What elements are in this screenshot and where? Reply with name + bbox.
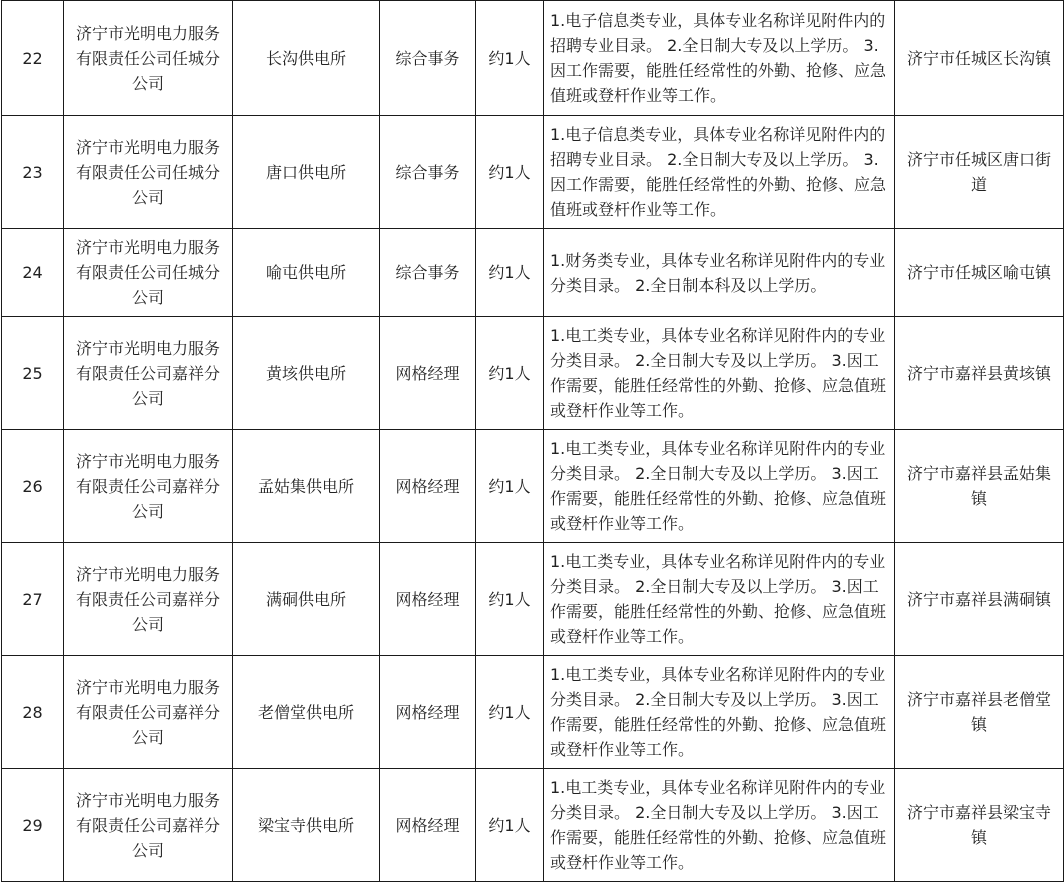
company-name: 济宁市光明电力服务有限责任公司嘉祥分公司 — [64, 430, 233, 543]
row-number: 26 — [2, 430, 64, 543]
requirements: 1.电工类专业，具体专业名称详见附件内的专业分类目录。 2.全日制大专及以上学历。 3.因工作需要，能胜任经常性的外勤、抢修、应急值班或登杆作业等工作。 — [544, 769, 895, 882]
work-location: 济宁市嘉祥县孟姑集镇 — [895, 430, 1064, 543]
company-name: 济宁市光明电力服务有限责任公司嘉祥分公司 — [64, 769, 233, 882]
station-name: 满硐供电所 — [233, 543, 380, 656]
company-name: 济宁市光明电力服务有限责任公司嘉祥分公司 — [64, 656, 233, 769]
requirements: 1.财务类专业，具体专业名称详见附件内的专业分类目录。 2.全日制本科及以上学历。 — [544, 229, 895, 317]
requirements: 1.电子信息类专业，具体专业名称详见附件内的招聘专业目录。 2.全日制大专及以上学历。 3.因工作需要，能胜任经常性的外勤、抢修、应急值班或登杆作业等工作。 — [544, 116, 895, 229]
row-number: 22 — [2, 1, 64, 116]
row-number: 27 — [2, 543, 64, 656]
position-name: 网格经理 — [380, 656, 476, 769]
table-row — [2, 769, 1064, 882]
table-row — [2, 229, 1064, 317]
headcount: 约1人 — [476, 1, 544, 116]
company-name: 济宁市光明电力服务有限责任公司任城分公司 — [64, 229, 233, 317]
station-name: 喻屯供电所 — [233, 229, 380, 317]
table-row — [2, 656, 1064, 769]
work-location: 济宁市任城区喻屯镇 — [895, 229, 1064, 317]
station-name: 唐口供电所 — [233, 116, 380, 229]
work-location: 济宁市任城区唐口街道 — [895, 116, 1064, 229]
headcount: 约1人 — [476, 543, 544, 656]
headcount: 约1人 — [476, 656, 544, 769]
row-number: 25 — [2, 317, 64, 430]
row-number: 29 — [2, 769, 64, 882]
station-name: 梁宝寺供电所 — [233, 769, 380, 882]
table-row — [2, 1, 1064, 116]
company-name: 济宁市光明电力服务有限责任公司任城分公司 — [64, 116, 233, 229]
position-name: 综合事务 — [380, 1, 476, 116]
table-row — [2, 543, 1064, 656]
table-row — [2, 317, 1064, 430]
station-name: 孟姑集供电所 — [233, 430, 380, 543]
headcount: 约1人 — [476, 317, 544, 430]
requirements: 1.电工类专业，具体专业名称详见附件内的专业分类目录。 2.全日制大专及以上学历。 3.因工作需要，能胜任经常性的外勤、抢修、应急值班或登杆作业等工作。 — [544, 656, 895, 769]
work-location: 济宁市任城区长沟镇 — [895, 1, 1064, 116]
table-row — [2, 430, 1064, 543]
work-location: 济宁市嘉祥县老僧堂镇 — [895, 656, 1064, 769]
position-name: 网格经理 — [380, 317, 476, 430]
requirements: 1.电工类专业，具体专业名称详见附件内的专业分类目录。 2.全日制大专及以上学历。 3.因工作需要，能胜任经常性的外勤、抢修、应急值班或登杆作业等工作。 — [544, 430, 895, 543]
station-name: 长沟供电所 — [233, 1, 380, 116]
row-number: 23 — [2, 116, 64, 229]
position-name: 网格经理 — [380, 430, 476, 543]
requirements: 1.电工类专业，具体专业名称详见附件内的专业分类目录。 2.全日制大专及以上学历。 3.因工作需要，能胜任经常性的外勤、抢修、应急值班或登杆作业等工作。 — [544, 543, 895, 656]
requirements: 1.电工类专业，具体专业名称详见附件内的专业分类目录。 2.全日制大专及以上学历。 3.因工作需要，能胜任经常性的外勤、抢修、应急值班或登杆作业等工作。 — [544, 317, 895, 430]
headcount: 约1人 — [476, 769, 544, 882]
row-number: 24 — [2, 229, 64, 317]
work-location: 济宁市嘉祥县黄垓镇 — [895, 317, 1064, 430]
requirements: 1.电子信息类专业，具体专业名称详见附件内的招聘专业目录。 2.全日制大专及以上学历。 3.因工作需要，能胜任经常性的外勤、抢修、应急值班或登杆作业等工作。 — [544, 1, 895, 116]
position-name: 综合事务 — [380, 229, 476, 317]
position-name: 综合事务 — [380, 116, 476, 229]
headcount: 约1人 — [476, 116, 544, 229]
headcount: 约1人 — [476, 229, 544, 317]
row-number: 28 — [2, 656, 64, 769]
work-location: 济宁市嘉祥县满硐镇 — [895, 543, 1064, 656]
company-name: 济宁市光明电力服务有限责任公司嘉祥分公司 — [64, 317, 233, 430]
position-name: 网格经理 — [380, 543, 476, 656]
station-name: 老僧堂供电所 — [233, 656, 380, 769]
recruitment-table — [1, 0, 1064, 882]
headcount: 约1人 — [476, 430, 544, 543]
position-name: 网格经理 — [380, 769, 476, 882]
station-name: 黄垓供电所 — [233, 317, 380, 430]
work-location: 济宁市嘉祥县梁宝寺镇 — [895, 769, 1064, 882]
company-name: 济宁市光明电力服务有限责任公司嘉祥分公司 — [64, 543, 233, 656]
company-name: 济宁市光明电力服务有限责任公司任城分公司 — [64, 1, 233, 116]
table-row — [2, 116, 1064, 229]
